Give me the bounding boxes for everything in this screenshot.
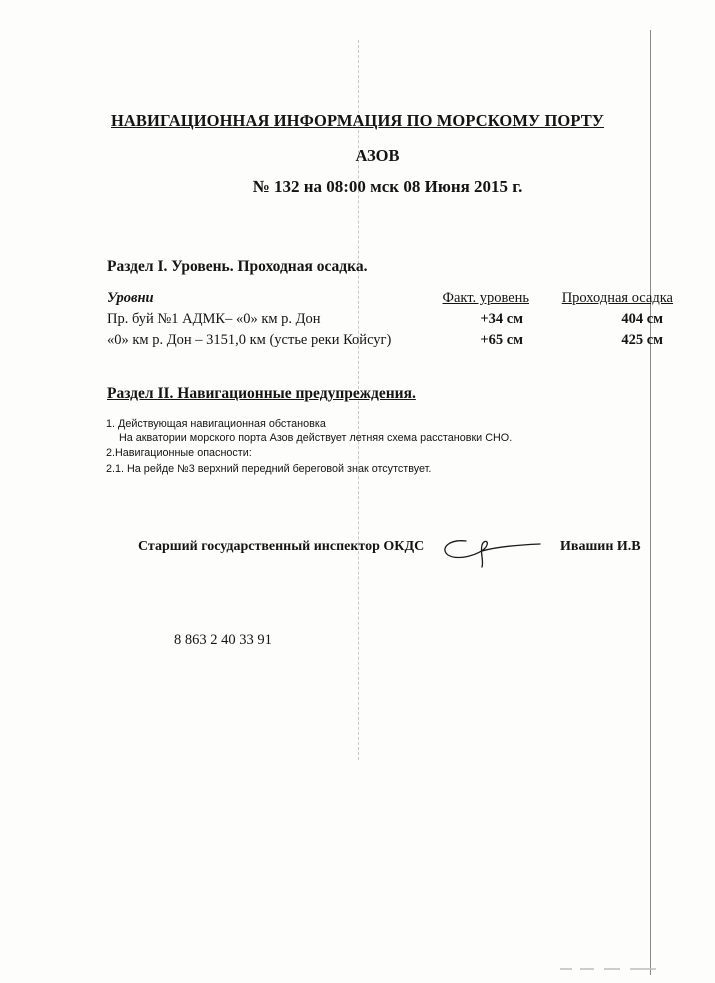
column-header-draft: Проходная осадка <box>561 290 673 306</box>
row-location: Пр. буй №1 АДМК– «0» км р. Дон <box>107 311 321 327</box>
warning-line: На акватории морского порта Азов действует летняя схема расстановки СНО. <box>119 432 513 444</box>
warning-line: 2.Навигационные опасности: <box>106 447 252 459</box>
document-title: НАВИГАЦИОННАЯ ИНФОРМАЦИЯ ПО МОРСКОМУ ПОРТУ <box>110 111 605 130</box>
column-header-actual: Факт. уровень <box>442 290 530 306</box>
issue-line: № 132 на 08:00 мск 08 Июня 2015 г. <box>252 177 523 196</box>
table-header-row <box>105 288 673 309</box>
row-actual-level: +65 см <box>480 332 524 348</box>
scan-edge-line <box>650 30 651 975</box>
row-actual-level: +34 см <box>480 311 524 327</box>
row-passing-draft: 425 см <box>621 332 663 348</box>
table-row <box>105 330 673 351</box>
levels-table <box>105 288 673 351</box>
phone-number: 8 863 2 40 33 91 <box>174 632 272 648</box>
signer-position: Старший государственный инспектор ОКДС <box>138 539 425 554</box>
warning-line: 2.1. На рейде №3 верхний передний береговой знак отсутствует. <box>106 463 432 475</box>
signer-name: Ивашин И.В <box>560 539 641 554</box>
table-row <box>105 309 673 330</box>
handwritten-signature <box>436 527 546 569</box>
scan-artifact-mark <box>560 966 660 972</box>
warning-line: 1. Действующая навигационная обстановка <box>106 418 326 430</box>
row-location: «0» км р. Дон – 3151,0 км (устье реки Койсуг) <box>107 332 392 348</box>
section2-heading: Раздел II. Навигационные предупреждения. <box>107 385 416 402</box>
section1-heading: Раздел I. Уровень. Проходная осадка. <box>107 258 368 275</box>
port-name: АЗОВ <box>355 146 400 165</box>
column-header-levels: Уровни <box>107 290 154 306</box>
row-passing-draft: 404 см <box>621 311 663 327</box>
